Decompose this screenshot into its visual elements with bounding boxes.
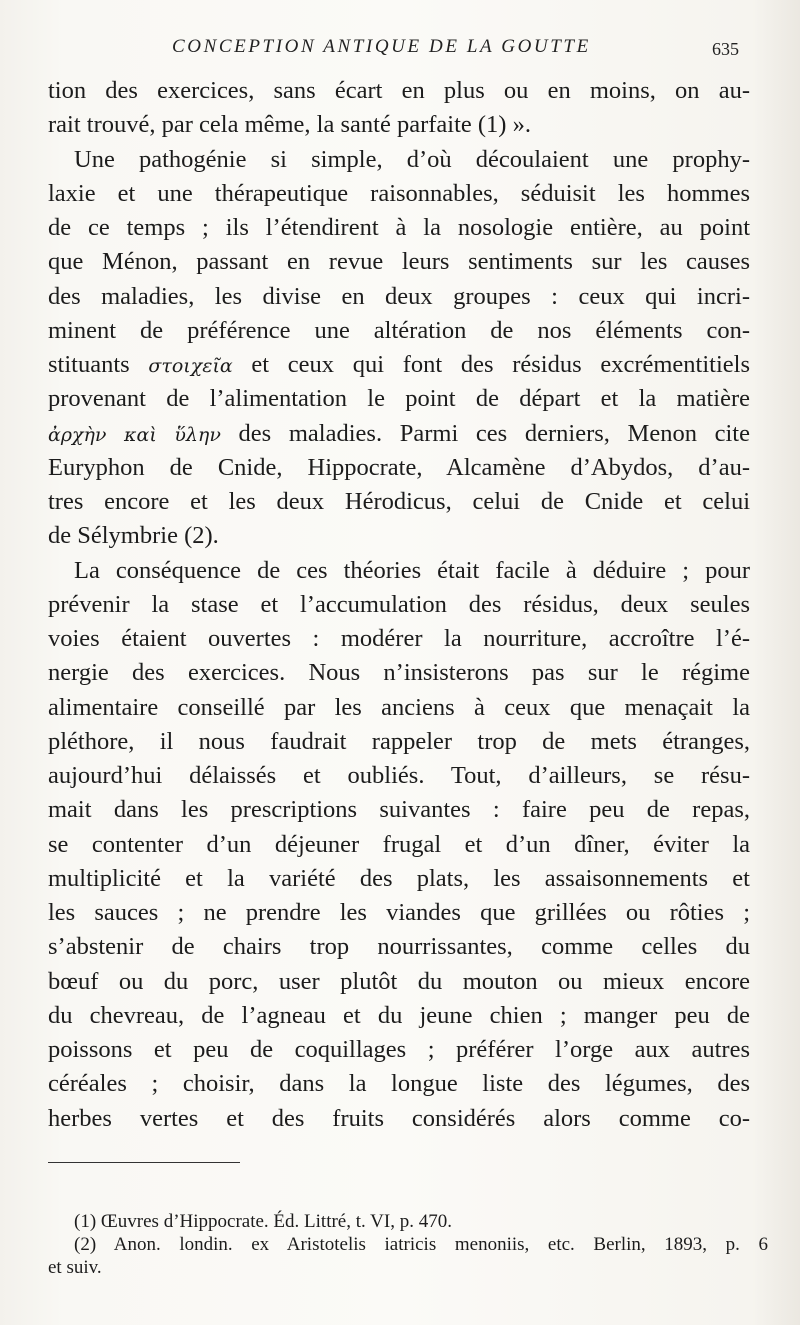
text-line: les sauces ; ne prendre les viandes que grillées ou rôties ; <box>48 899 750 926</box>
text-line: que Ménon, passant en revue leurs sentiments sur les causes <box>48 248 750 276</box>
text-line: se contenter d’un déjeuner frugal et d’un dîner, éviter la <box>48 830 750 858</box>
text-line: bœuf ou du porc, user plutôt du mouton ou mieux encore <box>48 967 750 995</box>
body-text <box>48 74 750 1136</box>
text-line: tres encore et les deux Hérodicus, celui de Cnide et celui <box>48 488 750 515</box>
text-line: rait trouvé, par cela même, la santé parfaite (1) ». <box>48 111 531 139</box>
footnote-2-continued: et suiv. <box>48 1257 102 1278</box>
text-line: prévenir la stase et l’accumulation des résidus, deux seules <box>48 590 750 618</box>
text-run: des maladies. Parmi ces derniers, Menon cite <box>220 419 750 447</box>
text-line: des maladies, les divise en deux groupes : ceux qui incri- <box>48 282 750 310</box>
text-line: laxie et une thérapeutique raisonnables, séduisit les hommes <box>48 179 750 207</box>
text-line: voies étaient ouvertes : modérer la nourriture, accroître l’é- <box>48 625 750 652</box>
text-line: La conséquence de ces théories était facile à déduire ; pour <box>74 556 750 584</box>
text-line: s’abstenir de chairs trop nourrissantes, comme celles du <box>48 933 750 961</box>
footnote-2: (2) Anon. londin. ex Aristotelis iatricis menoniis, etc. Berlin, 1893, p. 6 <box>74 1234 768 1255</box>
text-line: du chevreau, de l’agneau et du jeune chien ; manger peu de <box>48 1001 750 1029</box>
text-line: minent de préférence une altération de nos éléments con- <box>48 316 750 344</box>
text-line: multiplicité et la variété des plats, les assaisonnements et <box>48 864 750 892</box>
text-line: Une pathogénie si simple, d’où découlaient une prophy- <box>74 145 750 173</box>
text-line: aujourd’hui délaissés et oubliés. Tout, d’ailleurs, se résu- <box>48 762 750 789</box>
text-line: tion des exercices, sans écart en plus ou en moins, on au- <box>48 77 750 104</box>
text-line <box>48 417 750 451</box>
text-line: mait dans les prescriptions suivantes : faire peu de repas, <box>48 796 750 824</box>
text-line: céréales ; choisir, dans la longue liste des légumes, des <box>48 1070 750 1098</box>
page-header <box>0 36 800 62</box>
footnote-1: (1) Œuvres d’Hippocrate. Éd. Littré, t. VI, p. 470. <box>74 1211 452 1232</box>
running-title: CONCEPTION ANTIQUE DE LA GOUTTE <box>172 36 591 57</box>
text-line: poissons et peu de coquillages ; préférer l’orge aux autres <box>48 1036 750 1063</box>
text-line <box>48 348 750 382</box>
text-line: provenant de l’alimentation le point de départ et la matière <box>48 385 750 413</box>
text-run: stituants <box>48 351 149 378</box>
text-line: alimentaire conseillé par les anciens à ceux que menaçait la <box>48 693 750 721</box>
text-line: pléthore, il nous faudrait rappeler trop de mets étranges, <box>48 727 750 755</box>
greek-term: στοιχεῖα <box>148 355 233 377</box>
page-number: 635 <box>712 39 739 59</box>
text-line: nergie des exercices. Nous n’insisterons pas sur le régime <box>48 659 750 687</box>
text-line: Euryphon de Cnide, Hippocrate, Alcamène d’Abydos, d’au- <box>48 453 750 481</box>
text-line: de ce temps ; ils l’étendirent à la nosologie entière, au point <box>48 214 750 241</box>
footnotes <box>48 1210 768 1279</box>
footnote-rule <box>48 1162 240 1163</box>
text-line: de Sélymbrie (2). <box>48 522 219 550</box>
text-run: et ceux qui font des résidus excrémentitiels <box>232 351 750 378</box>
greek-term: ἀρχὴν καὶ ὕλην <box>48 423 221 446</box>
text-line: herbes vertes et des fruits considérés alors comme co- <box>48 1104 750 1132</box>
